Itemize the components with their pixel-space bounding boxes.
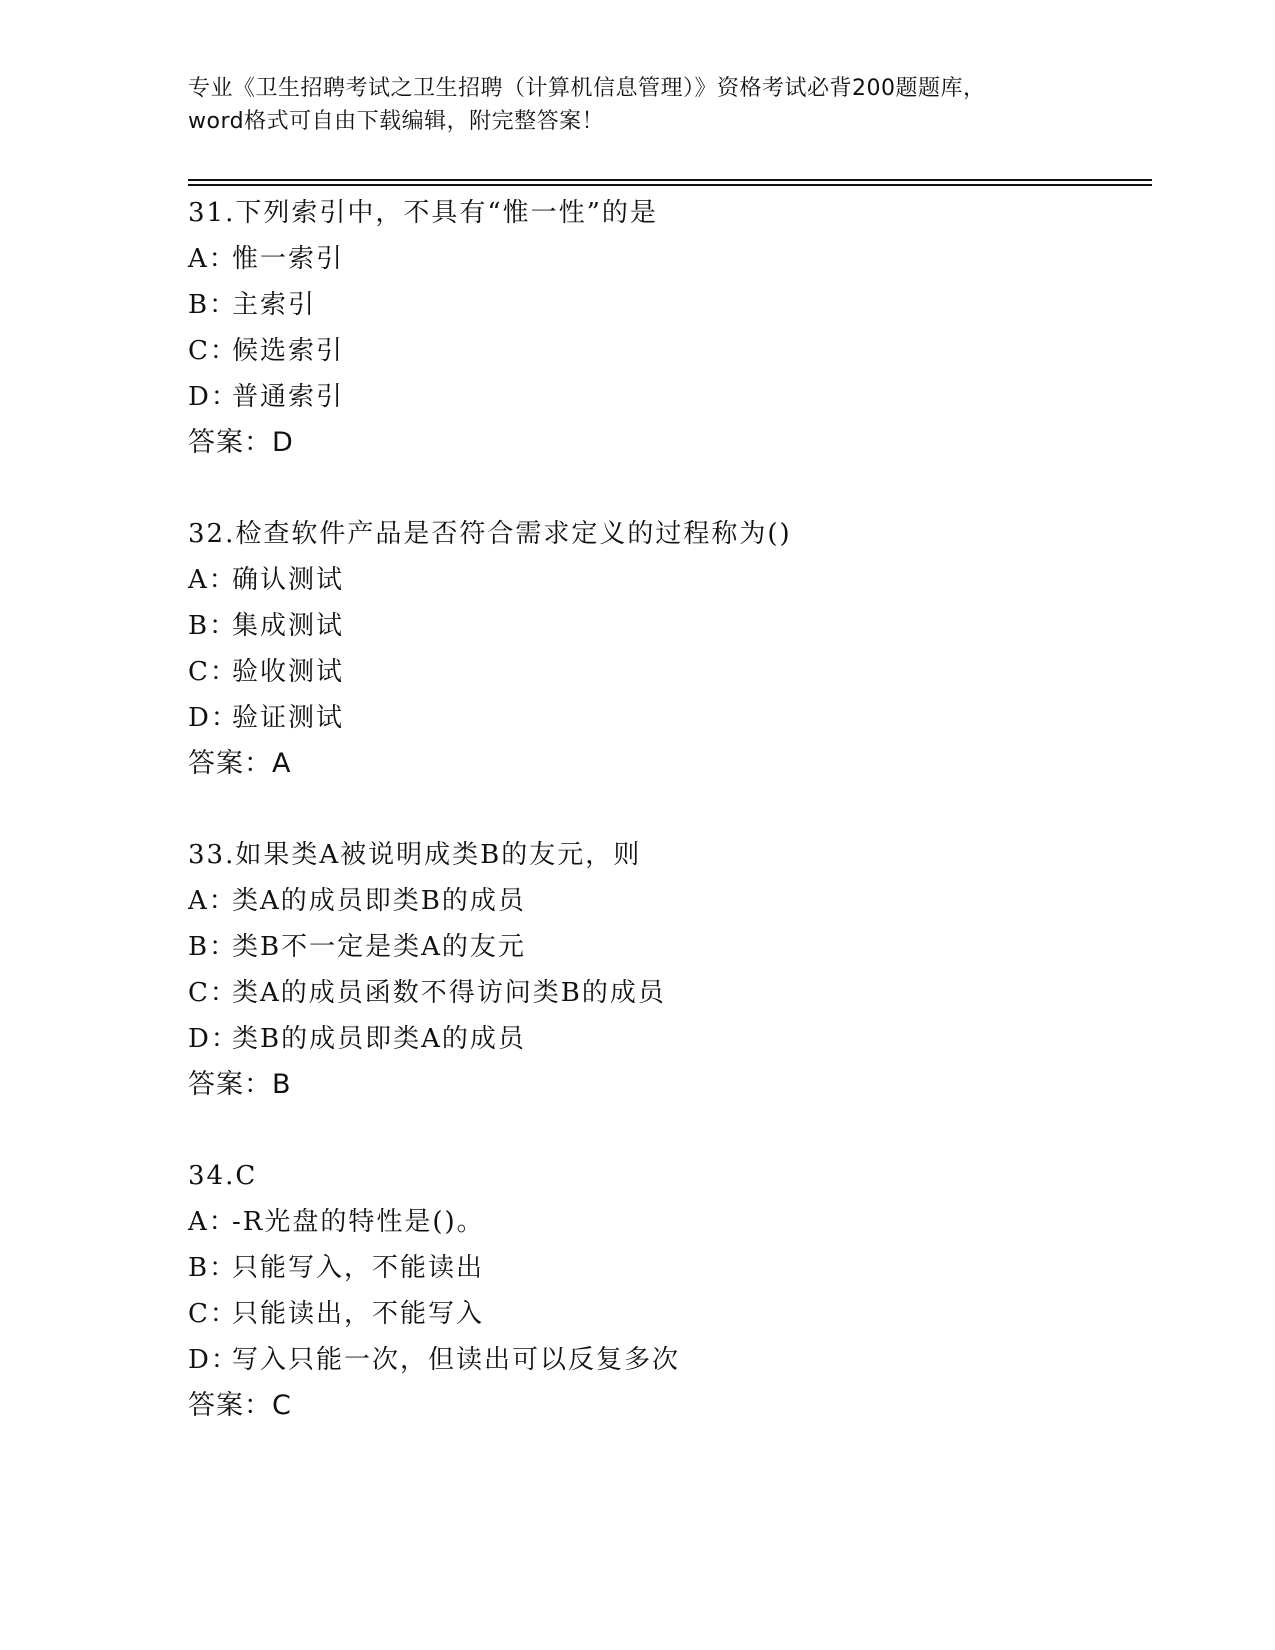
option-b	[188, 603, 1088, 649]
option-text: 类B不一定是类A的友元	[232, 932, 526, 962]
answer-line: 答案：A	[188, 748, 292, 779]
option-text: 类A的成员即类B的成员	[232, 886, 526, 916]
option-key: A：	[188, 886, 237, 916]
option-key: C：	[188, 978, 238, 1008]
question-31	[188, 190, 1088, 466]
option-key: A：	[188, 565, 237, 595]
option-key: B：	[188, 1253, 238, 1283]
header-divider-bottom	[188, 184, 1152, 186]
option-key: C：	[188, 336, 238, 366]
option-text: 惟一索引	[232, 244, 345, 274]
option-c	[188, 1291, 1088, 1337]
question-stem: 33.如果类A被说明成类B的友元，则	[188, 840, 642, 870]
option-key: A：	[188, 244, 237, 274]
answer-line: 答案：D	[188, 427, 294, 458]
question-33	[188, 832, 1088, 1108]
option-key: D：	[188, 1024, 239, 1054]
option-key: C：	[188, 657, 238, 687]
question-stem: 32.检查软件产品是否符合需求定义的过程称为()	[188, 519, 792, 549]
option-text: 普通索引	[232, 382, 345, 412]
option-b	[188, 1245, 1088, 1291]
option-key: C：	[188, 1299, 238, 1329]
option-a	[188, 236, 1088, 282]
option-d	[188, 1337, 1088, 1383]
option-text: 候选索引	[232, 336, 345, 366]
option-key: B：	[188, 932, 238, 962]
option-key: D：	[188, 382, 239, 412]
option-key: A：	[188, 1207, 237, 1237]
option-text: 写入只能一次，但读出可以反复多次	[232, 1345, 681, 1375]
option-key: B：	[188, 290, 238, 320]
header-line-1: 专业《卫生招聘考试之卫生招聘（计算机信息管理）》资格考试必背200题题库，	[188, 76, 986, 101]
answer-line: 答案：C	[188, 1390, 292, 1421]
question-list	[188, 190, 1088, 1474]
question-34	[188, 1153, 1088, 1429]
option-key: B：	[188, 611, 238, 641]
option-text: 只能读出，不能写入	[232, 1299, 485, 1329]
option-c	[188, 649, 1088, 695]
option-text: 类A的成员函数不得访问类B的成员	[232, 978, 666, 1008]
option-b	[188, 282, 1088, 328]
option-c	[188, 970, 1088, 1016]
header-divider-top	[188, 179, 1152, 181]
option-a	[188, 1199, 1088, 1245]
option-key: D：	[188, 703, 239, 733]
option-d	[188, 1016, 1088, 1062]
option-d	[188, 374, 1088, 420]
option-a	[188, 878, 1088, 924]
option-text: 主索引	[232, 290, 317, 320]
option-c	[188, 328, 1088, 374]
question-stem: 31.下列索引中，不具有“惟一性”的是	[188, 198, 658, 228]
option-text: 集成测试	[232, 611, 345, 641]
option-text: -R光盘的特性是()。	[232, 1207, 485, 1237]
option-key: D：	[188, 1345, 239, 1375]
header-line-2: word格式可自由下载编辑，附完整答案！	[188, 109, 605, 134]
option-a	[188, 557, 1088, 603]
option-text: 类B的成员即类A的成员	[232, 1024, 526, 1054]
answer-line: 答案：B	[188, 1069, 292, 1100]
option-text: 验收测试	[232, 657, 345, 687]
document-header	[188, 72, 1088, 138]
option-b	[188, 924, 1088, 970]
option-text: 只能写入，不能读出	[232, 1253, 485, 1283]
option-text: 验证测试	[232, 703, 345, 733]
option-text: 确认测试	[232, 565, 345, 595]
option-d	[188, 695, 1088, 741]
question-stem: 34.C	[188, 1161, 258, 1191]
question-32	[188, 511, 1088, 787]
